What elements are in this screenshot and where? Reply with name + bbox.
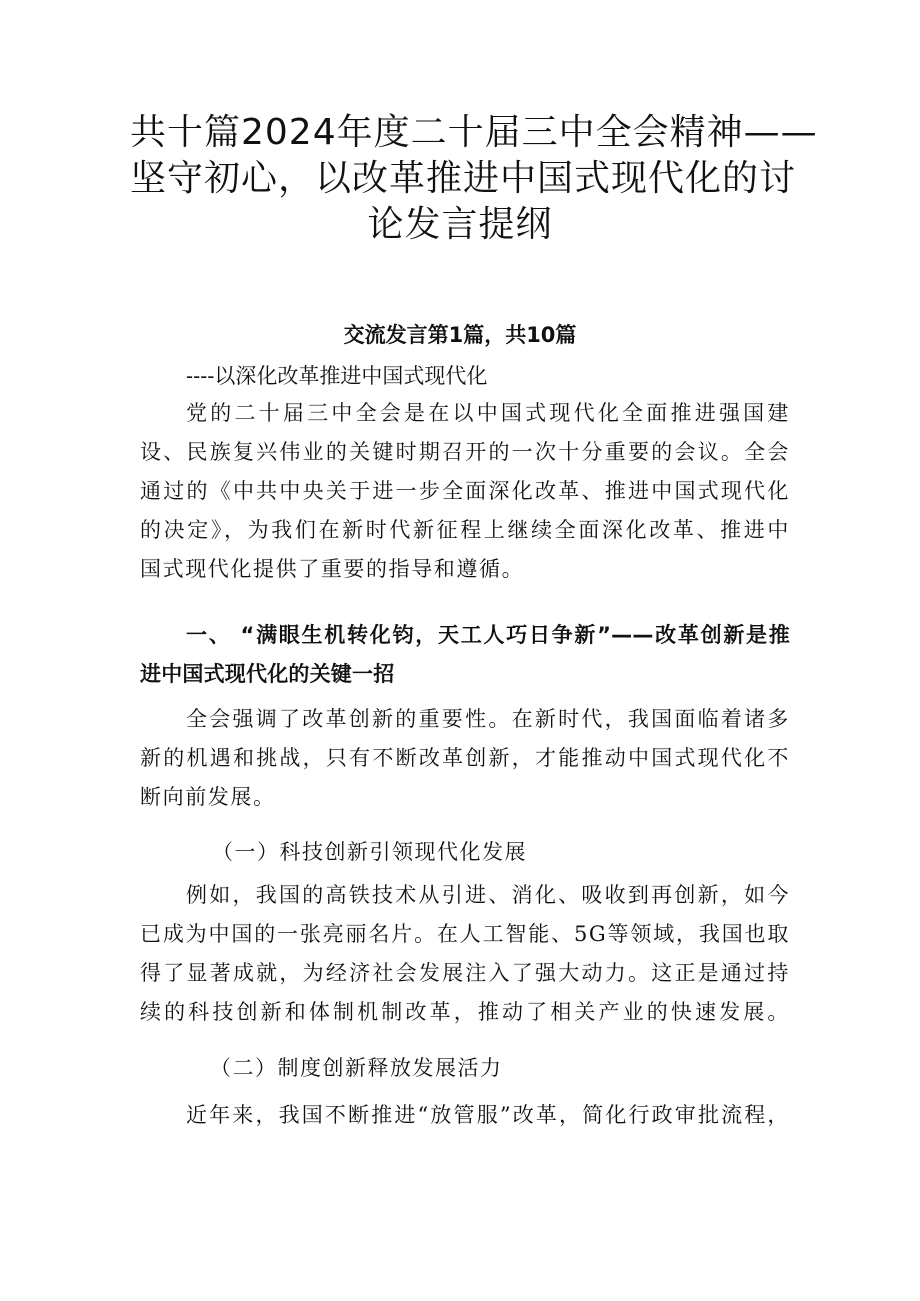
heading-line: 一、 “满眼生机转化钧，天工人巧日争新”——改革创新是推: [186, 623, 790, 647]
paragraph-line: 新的机遇和挑战，只有不断改革创新，才能推动中国式现代化不: [140, 746, 790, 770]
sub2-paragraph: [140, 1096, 790, 1135]
title-line: 坚守初心，以改革推进中国式现代化的讨: [130, 158, 797, 199]
title-line: 共十篇2024年度二十届三中全会精神——: [130, 112, 818, 153]
sub1-paragraph: [140, 876, 790, 1032]
sub-heading-2: （二）制度创新释放发展活力: [210, 1056, 503, 1080]
paragraph-line: 断向前发展。: [140, 785, 276, 809]
subtitle: ----以深化改革推进中国式现代化: [186, 364, 488, 388]
paragraph-line: 近年来，我国不断推进“放管服”改革，简化行政审批流程，: [186, 1103, 790, 1127]
paragraph-line: 设、民族复兴伟业的关键时期召开的一次十分重要的会议。全会: [140, 440, 790, 464]
paragraph-line: 国式现代化提供了重要的指导和遵循。: [140, 557, 525, 581]
paragraph-line: 已成为中国的一张亮丽名片。在人工智能、5G等领域，我国也取: [140, 922, 790, 946]
heading-line: 进中国式现代化的关键一招: [140, 662, 395, 686]
paragraph-line: 续的科技创新和体制机制改革，推动了相关产业的快速发展。: [140, 1000, 790, 1024]
paragraph-line: 党的二十届三中全会是在以中国式现代化全面推进强国建: [186, 401, 790, 425]
paragraph-line: 的决定》，为我们在新时代新征程上继续全面深化改革、推进中: [140, 518, 790, 542]
paragraph-line: 得了显著成就，为经济社会发展注入了强大动力。这正是通过持: [140, 961, 790, 985]
part1-heading: [140, 616, 790, 694]
paragraph-line: 例如，我国的高铁技术从引进、消化、吸收到再创新，如今: [186, 883, 790, 907]
section-heading: 交流发言第1篇，共10篇: [343, 323, 577, 347]
title-line: 论发言提纲: [367, 204, 553, 245]
document-title: [130, 110, 818, 248]
paragraph-line: 全会强调了改革创新的重要性。在新时代，我国面临着诸多: [186, 707, 790, 731]
paragraph-line: 通过的《中共中央关于进一步全面深化改革、推进中国式现代化: [140, 479, 790, 503]
intro-paragraph: [140, 394, 790, 589]
sub-heading-1: （一）科技创新引领现代化发展: [212, 840, 527, 864]
part1-paragraph: [140, 700, 790, 817]
